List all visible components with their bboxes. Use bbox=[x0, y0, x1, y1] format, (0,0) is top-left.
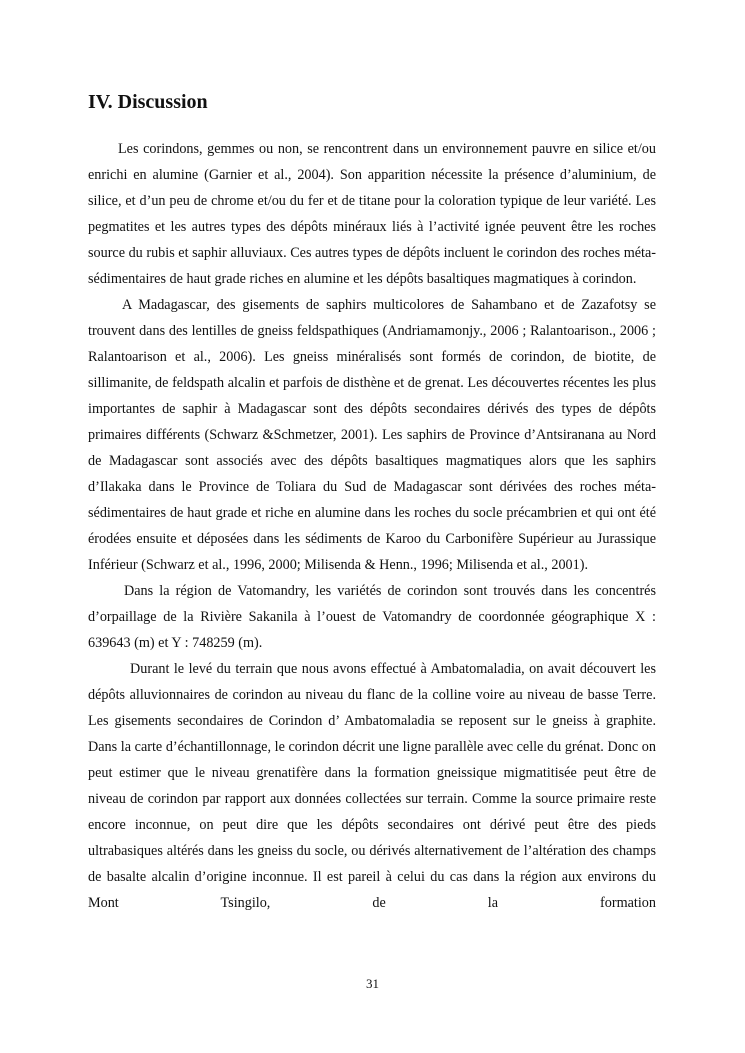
section-heading: IV. Discussion bbox=[88, 91, 208, 113]
paragraph-ambatomaladia: Durant le levé du terrain que nous avons effectué à Ambatomaladia, on avait découvert les dépôts alluvionnaires de corindon au niveau du flanc de la colline voire au niveau de basse Terre. Les gisements secondaires de Corindon d’ Ambatomaladia se reposent sur le gneiss à graphite. Dans la carte d’échantillonnage, le corindon décrit une ligne parallèle avec celle du grénat. Donc on peut estimer que le niveau grenatifère dans la formation gneissique migmatitisée peut être de niveau de corindon par rapport aux données collectées sur terrain. Comme la source primaire reste encore inconnue, on peut dire que les dépôts secondaires ont dérivé peut être des pieds ultrabasiques altérés dans les gneiss du socle, ou dérivés alternativement de l’altération des champs de basalte alcalin d’origine inconnue. Il est pareil à celui du cas dans la région aux environs du Mont Tsingilo, de la formation bbox=[88, 661, 656, 911]
paragraph-madagascar-gisements: A Madagascar, des gisements de saphirs multicolores de Sahambano et de Zazafotsy se trouvent dans des lentilles de gneiss feldspathiques (Andriamamonjy., 2006 ; Ralantoarison., 2006 ; Ralantoarison et al., 2006). Les gneiss minéralisés sont formés de corindon, de biotite, de sillimanite, de feldspath alcalin et parfois de disthène et de grenat. Les découvertes récentes les plus importantes de saphir à Madagascar sont des dépôts secondaires dérivés des types de dépôts primaires différents (Schwarz &Schmetzer, 2001). Les saphirs de Province d’Antsiranana au Nord de Madagascar sont associés avec des dépôts basaltiques magmatiques alors que les saphirs d’Ilakaka dans le Province de Toliara du Sud de Madagascar sont dérivées des roches méta-sédimentaires de haut grade et riche en alumine dans les roches du socle précambrien et qui ont été érodées ensuite et déposées dans les sédiments de Karoo du Carbonifère Supérieur au Jurassique Inférieur (Schwarz et al., 1996, 2000; Milisenda & Henn., 1996; Milisenda et al., 2001). bbox=[88, 297, 656, 573]
body-text bbox=[88, 136, 656, 916]
paragraph-corindons-intro: Les corindons, gemmes ou non, se rencontrent dans un environnement pauvre en silice et/ou enrichi en alumine (Garnier et al., 2004). Son apparition nécessite la présence d’aluminium, de silice, et d’un peu de chrome et/ou du fer et de titane pour la coloration typique de leur variété. Les pegmatites et les autres types des dépôts minéraux liés à l’activité ignée peuvent être les roches source du rubis et saphir alluviaux. Ces autres types de dépôts incluent le corindon des roches méta-sédimentaires de haut grade riches en alumine et les dépôts basaltiques magmatiques à corindon. bbox=[88, 141, 656, 287]
paragraph-vatomandry: Dans la région de Vatomandry, les variétés de corindon sont trouvés dans les concentrés d’orpaillage de la Rivière Sakanila à l’ouest de Vatomandry de coordonnée géographique X : 639643 (m) et Y : 748259 (m). bbox=[88, 583, 656, 651]
page-number: 31 bbox=[366, 976, 379, 991]
